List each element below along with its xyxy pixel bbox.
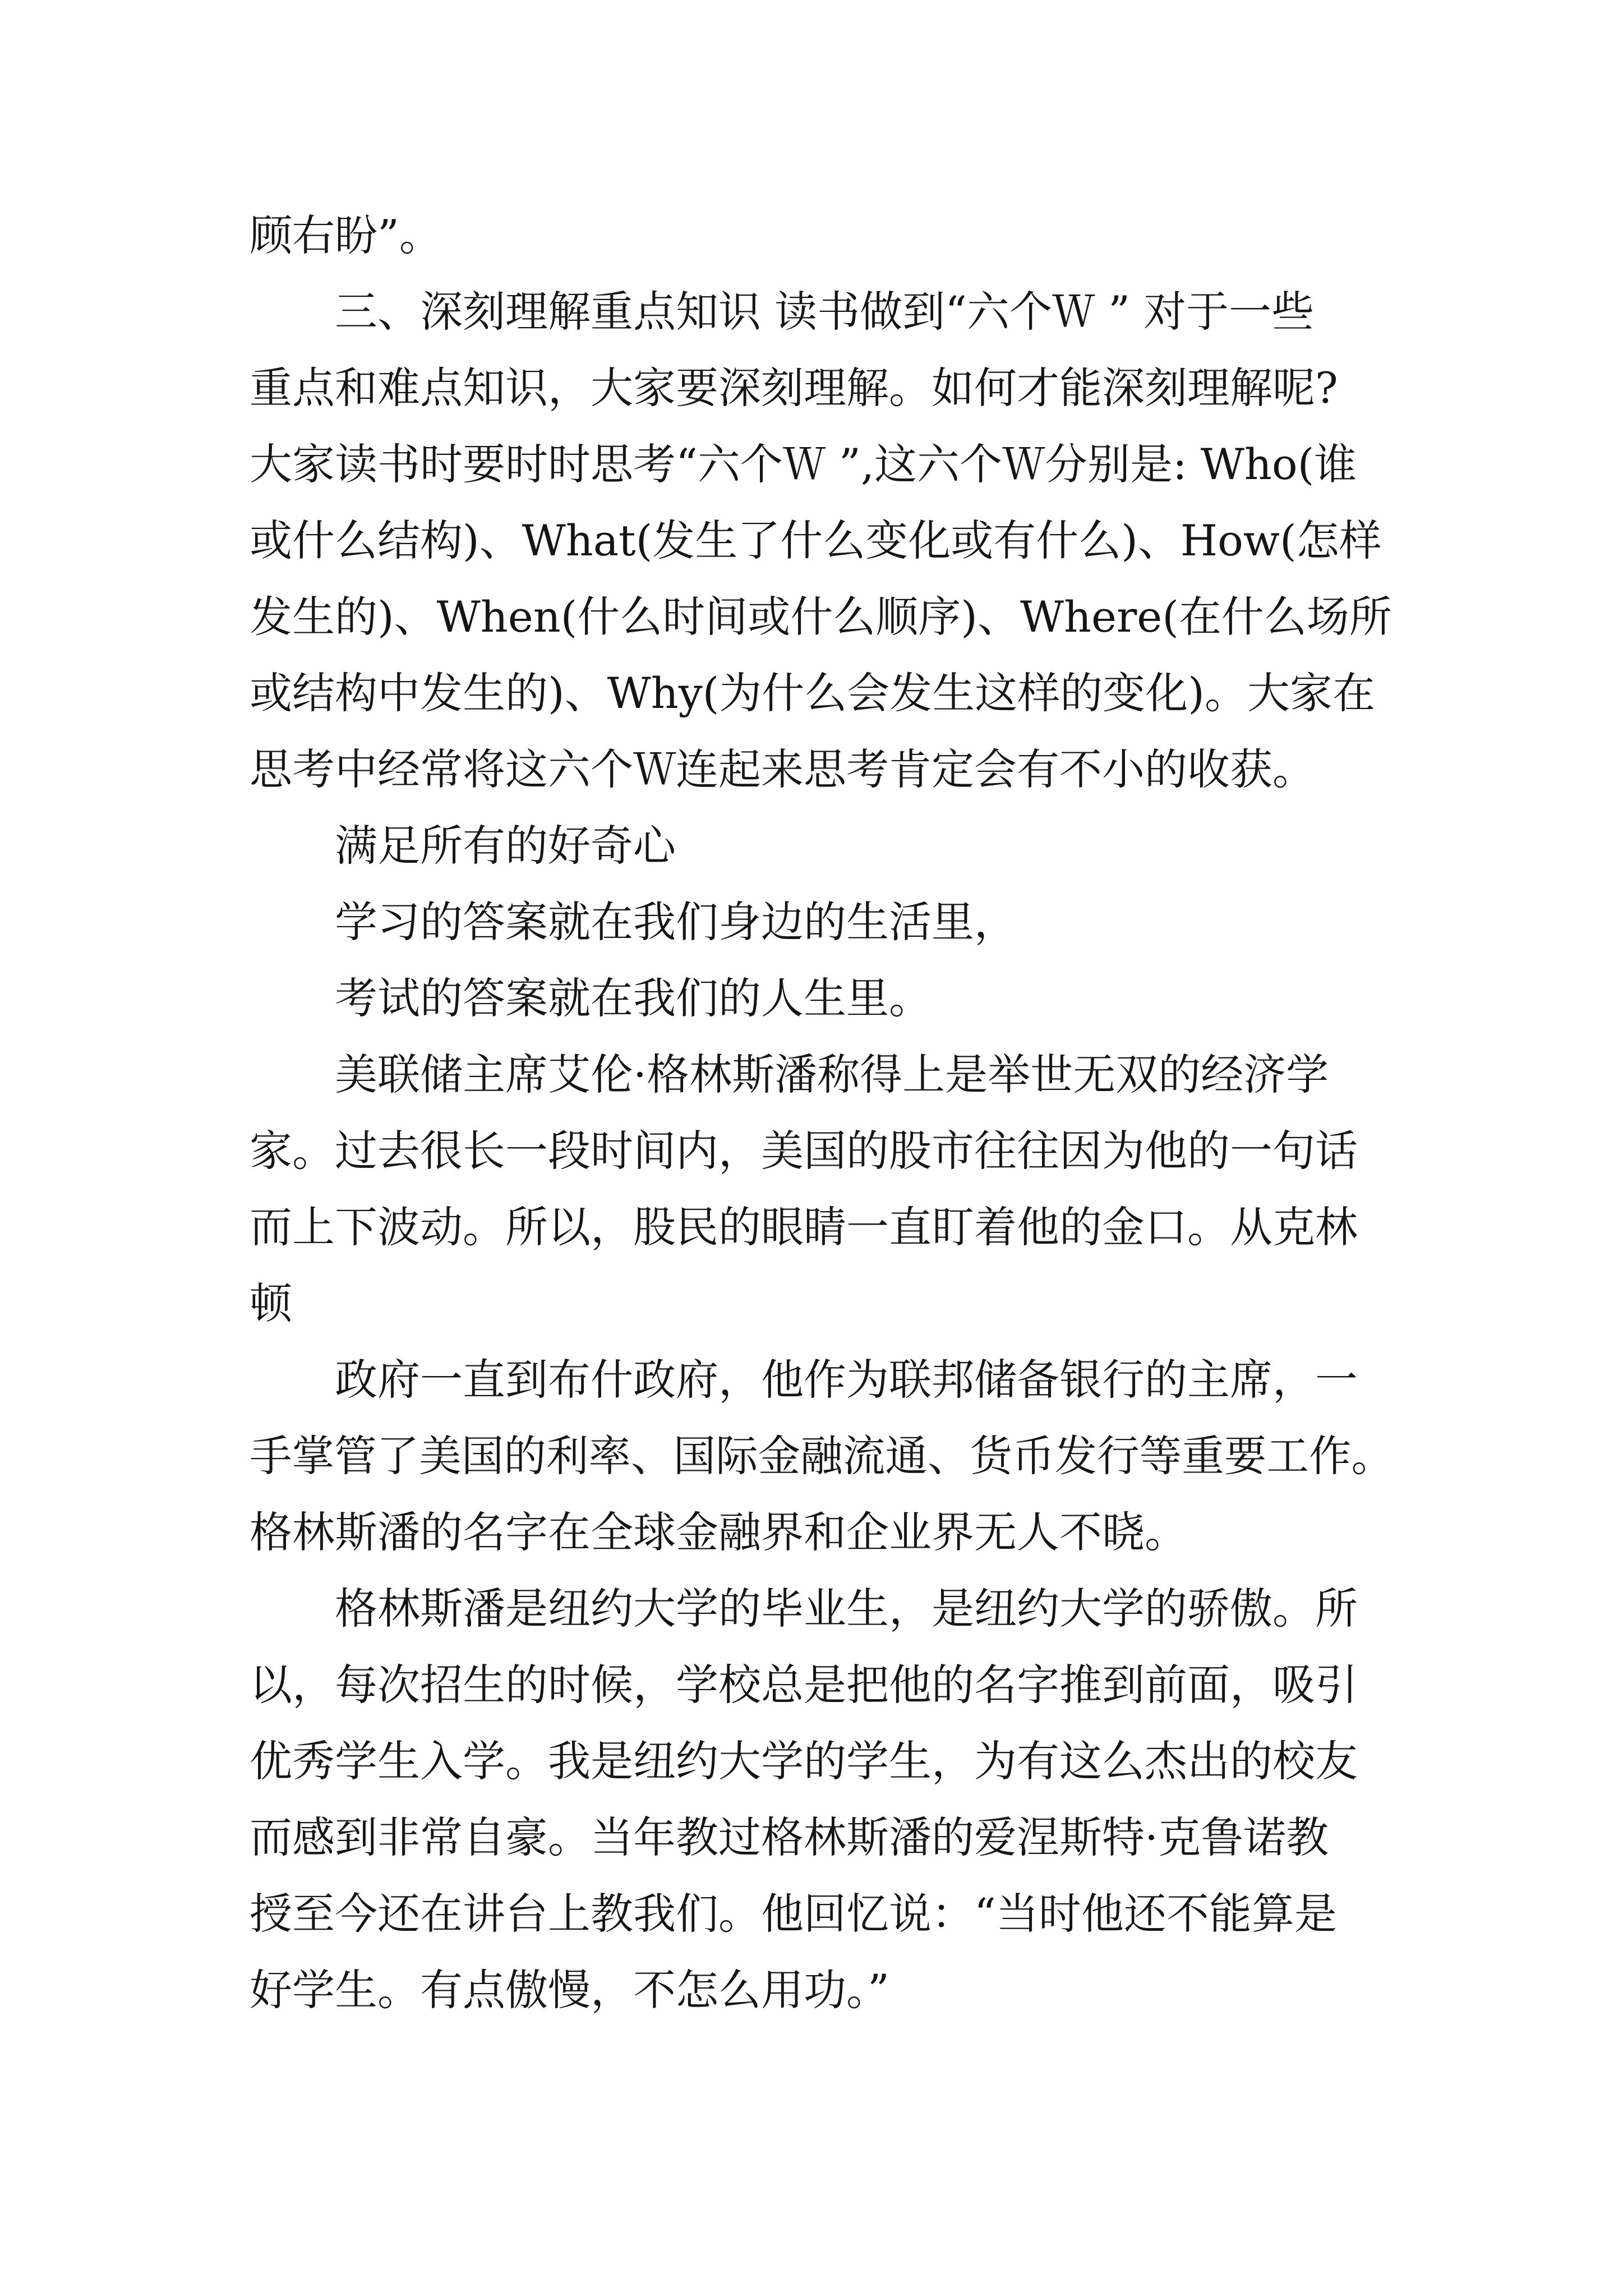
text-line: 以，每次招生的时候，学校总是把他的名字推到前面，吸引 [250,1660,1358,1710]
text-line: 家。过去很长一段时间内，美国的股市往往因为他的一句话 [250,1126,1358,1176]
text-line: 格林斯潘的名字在全球金融界和企业界无人不晓。 [250,1507,1187,1557]
text-line: 手掌管了美国的利率、国际金融流通、货币发行等重要工作。 [250,1431,1394,1481]
text-line: 政府一直到布什政府，他作为联邦储备银行的主席，一 [335,1355,1358,1405]
text-line: 格林斯潘是纽约大学的毕业生，是纽约大学的骄傲。所 [335,1584,1358,1634]
text-line: 满足所有的好奇心 [335,821,676,871]
text-line: 大家读书时要时时思考“六个Ｗ ”,这六个Ｗ分别是: Who(谁 [250,439,1357,489]
text-line: 而上下波动。所以，股民的眼睛一直盯着他的金口。从克林 [250,1202,1358,1252]
text-line: 优秀学生入学。我是纽约大学的学生，为有这么杰出的校友 [250,1736,1358,1786]
text-line: 考试的答案就在我们的人生里。 [335,973,932,1023]
text-line: 而感到非常自豪。当年教过格林斯潘的爱涅斯特·克鲁诺教 [250,1812,1329,1862]
text-line: 或什么结构)、What(发生了什么变化或有什么)、How(怎样 [250,516,1382,565]
text-line: 思考中经常将这六个Ｗ连起来思考肯定会有不小的收获。 [250,744,1315,794]
text-line: 或结构中发生的)、Why(为什么会发生这样的变化)。大家在 [250,668,1375,718]
text-line: 授至今还在讲台上教我们。他回忆说：“当时他还不能算是 [250,1889,1337,1939]
text-line: 美联储主席艾伦·格林斯潘称得上是举世无双的经济学 [335,1050,1329,1099]
text-line: 顾右盼”。 [250,210,442,260]
text-line: 发生的)、When(什么时间或什么顺序)、Where(在什么场所 [250,592,1392,642]
text-line: 好学生。有点傲慢，不怎么用功。” [250,1965,889,2015]
text-line: 重点和难点知识，大家要深刻理解。如何才能深刻理解呢? [250,363,1338,413]
text-line: 三、深刻理解重点知识 读书做到“六个Ｗ ” 对于一些 [335,287,1315,337]
text-line: 顿 [250,1278,292,1328]
body-text [250,197,1394,2028]
text-line: 学习的答案就在我们身边的生活里， [335,897,1017,947]
